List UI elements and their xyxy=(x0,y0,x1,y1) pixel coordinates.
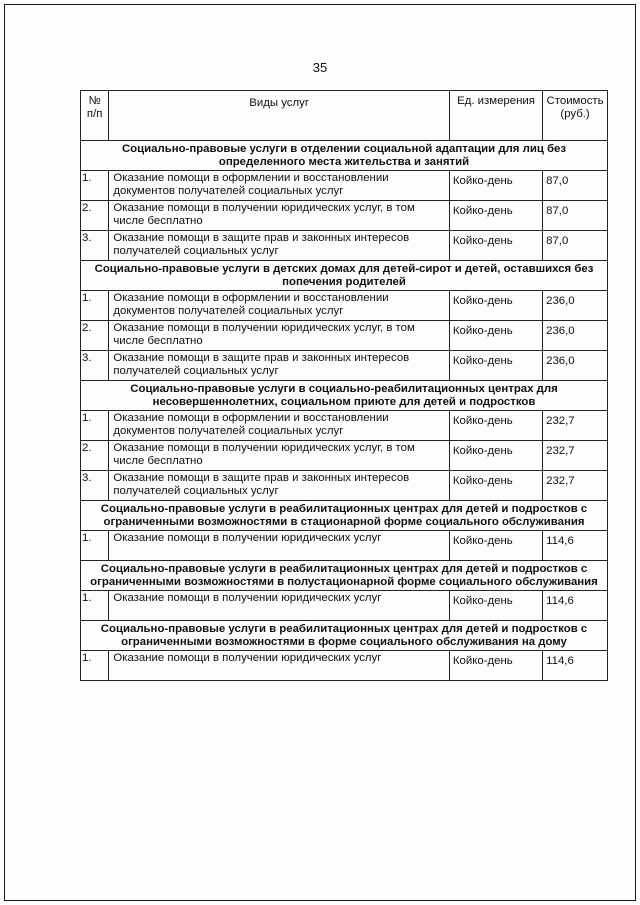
table-row xyxy=(81,171,608,201)
service-cost: 232,7 xyxy=(543,471,608,501)
table-row xyxy=(81,231,608,261)
section-header-row xyxy=(81,261,608,291)
service-name: Оказание помощи в получении юридических услуг xyxy=(109,531,450,561)
header-row xyxy=(81,91,608,141)
unit-of-measure: Койко-день xyxy=(449,321,542,351)
row-number: 1. xyxy=(81,291,109,321)
service-cost: 114,6 xyxy=(543,531,608,561)
row-number: 1. xyxy=(81,531,109,561)
row-number: 3. xyxy=(81,351,109,381)
unit-of-measure: Койко-день xyxy=(449,291,542,321)
row-number: 2. xyxy=(81,201,109,231)
service-name: Оказание помощи в оформлении и восстановлении документов получателей социальных услуг xyxy=(109,171,450,201)
service-name: Оказание помощи в оформлении и восстановлении документов получателей социальных услуг xyxy=(109,411,450,441)
unit-of-measure: Койко-день xyxy=(449,531,542,561)
section-header-row xyxy=(81,561,608,591)
row-number: 2. xyxy=(81,321,109,351)
service-cost: 232,7 xyxy=(543,411,608,441)
table-row xyxy=(81,591,608,621)
section-header-row xyxy=(81,141,608,171)
section-header-row xyxy=(81,381,608,411)
service-cost: 87,0 xyxy=(543,201,608,231)
header-services: Виды услуг xyxy=(109,91,450,141)
section-title: Социально-правовые услуги в отделении социальной адаптации для лиц без определенного места жительства и занятий xyxy=(81,141,608,171)
table-row xyxy=(81,441,608,471)
services-price-table xyxy=(80,90,608,681)
row-number: 1. xyxy=(81,171,109,201)
section-title: Социально-правовые услуги в детских домах для детей-сирот и детей, оставшихся без попечения родителей xyxy=(81,261,608,291)
service-name: Оказание помощи в защите прав и законных интересов получателей социальных услуг xyxy=(109,471,450,501)
table-row xyxy=(81,471,608,501)
table-row xyxy=(81,321,608,351)
unit-of-measure: Койко-день xyxy=(449,231,542,261)
table-row xyxy=(81,651,608,681)
unit-of-measure: Койко-день xyxy=(449,351,542,381)
row-number: 3. xyxy=(81,231,109,261)
service-name: Оказание помощи в получении юридических услуг xyxy=(109,591,450,621)
unit-of-measure: Койко-день xyxy=(449,591,542,621)
section-title: Социально-правовые услуги в реабилитационных центрах для детей и подростков с ограниченными возможностями в стационарной форме социального обслуживания xyxy=(81,501,608,531)
table-row xyxy=(81,291,608,321)
section-header-row xyxy=(81,621,608,651)
service-cost: 236,0 xyxy=(543,321,608,351)
service-cost: 114,6 xyxy=(543,651,608,681)
unit-of-measure: Койко-день xyxy=(449,171,542,201)
header-num: № п/п xyxy=(81,91,109,141)
service-name: Оказание помощи в получении юридических услуг, в том числе бесплатно xyxy=(109,321,450,351)
unit-of-measure: Койко-день xyxy=(449,471,542,501)
service-cost: 87,0 xyxy=(543,171,608,201)
service-cost: 232,7 xyxy=(543,441,608,471)
unit-of-measure: Койко-день xyxy=(449,441,542,471)
unit-of-measure: Койко-день xyxy=(449,651,542,681)
section-title: Социально-правовые услуги в реабилитационных центрах для детей и подростков с ограниченными возможностями в полустационарной форме социального обслуживания xyxy=(81,561,608,591)
row-number: 1. xyxy=(81,591,109,621)
service-name: Оказание помощи в получении юридических услуг xyxy=(109,651,450,681)
service-name: Оказание помощи в защите прав и законных интересов получателей социальных услуг xyxy=(109,351,450,381)
header-unit: Ед. измерения xyxy=(449,91,542,141)
row-number: 1. xyxy=(81,651,109,681)
row-number: 1. xyxy=(81,411,109,441)
row-number: 3. xyxy=(81,471,109,501)
service-name: Оказание помощи в получении юридических услуг, в том числе бесплатно xyxy=(109,441,450,471)
table-row xyxy=(81,411,608,441)
service-name: Оказание помощи в защите прав и законных интересов получателей социальных услуг xyxy=(109,231,450,261)
service-name: Оказание помощи в получении юридических услуг, в том числе бесплатно xyxy=(109,201,450,231)
section-title: Социально-правовые услуги в реабилитационных центрах для детей и подростков с ограниченными возможностями в форме социального обслуживания на дому xyxy=(81,621,608,651)
table-row xyxy=(81,201,608,231)
service-name: Оказание помощи в оформлении и восстановлении документов получателей социальных услуг xyxy=(109,291,450,321)
page-number: 35 xyxy=(312,60,328,75)
service-cost: 87,0 xyxy=(543,231,608,261)
service-cost: 236,0 xyxy=(543,351,608,381)
section-title: Социально-правовые услуги в социально-реабилитационных центрах для несовершеннолетних, социальном приюте для детей и подростков xyxy=(81,381,608,411)
service-cost: 114,6 xyxy=(543,591,608,621)
header-cost: Стоимость (руб.) xyxy=(543,91,608,141)
table-row xyxy=(81,351,608,381)
unit-of-measure: Койко-день xyxy=(449,411,542,441)
row-number: 2. xyxy=(81,441,109,471)
service-cost: 236,0 xyxy=(543,291,608,321)
table-row xyxy=(81,531,608,561)
section-header-row xyxy=(81,501,608,531)
unit-of-measure: Койко-день xyxy=(449,201,542,231)
